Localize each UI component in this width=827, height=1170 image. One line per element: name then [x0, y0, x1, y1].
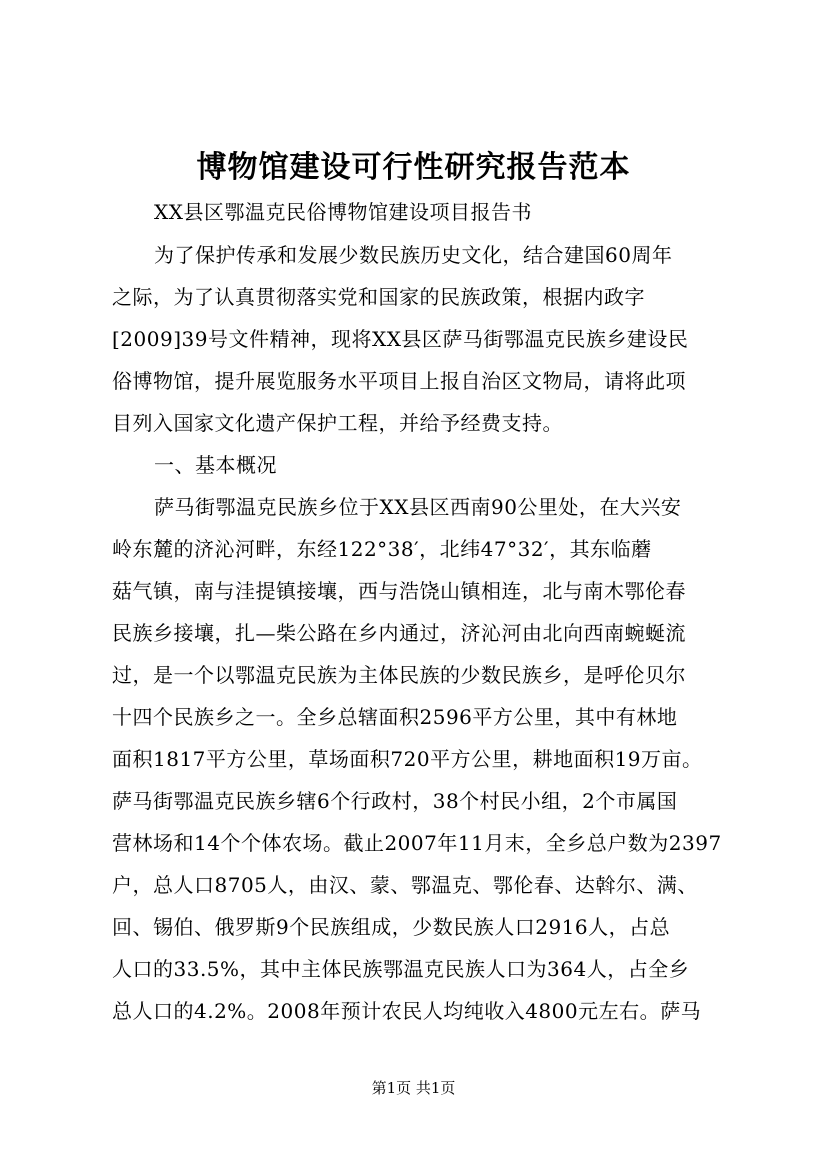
paragraph-line: 俗博物馆，提升展览服务水平项目上报自治区文物局，请将此项	[112, 369, 686, 393]
paragraph-line: [2009]39号文件精神，现将XX县区萨马街鄂温克民族乡建设民	[112, 327, 689, 351]
paragraph-line: 萨马街鄂温克民族乡辖6个行政村，38个村民小组，2个市属国	[112, 789, 678, 813]
paragraph-line: 总人口的4.2%。2008年预计农民人均纯收入4800元左右。萨马	[112, 999, 702, 1023]
report-subtitle: XX县区鄂温克民俗博物馆建设项目报告书	[154, 200, 532, 224]
paragraph-line: 萨马街鄂温克民族乡位于XX县区西南90公里处，在大兴安	[154, 495, 682, 519]
paragraph-line: 营林场和14个个体农场。截止2007年11月末，全乡总户数为2397	[112, 831, 722, 855]
paragraph-line: 户，总人口8705人，由汉、蒙、鄂温克、鄂伦春、达斡尔、满、	[112, 873, 698, 897]
page-number-footer: 第1页 共1页	[371, 1079, 456, 1097]
paragraph-line: 民族乡接壤，扎—柴公路在乡内通过，济沁河由北向西南蜿蜒流	[112, 621, 686, 645]
paragraph-line: 过，是一个以鄂温克民族为主体民族的少数民族乡，是呼伦贝尔	[112, 663, 686, 687]
document-title: 博物馆建设可行性研究报告范本	[196, 150, 631, 185]
paragraph-line: 回、锡伯、俄罗斯9个民族组成，少数民族人口2916人，占总	[112, 915, 671, 939]
paragraph-line: 人口的33.5%，其中主体民族鄂温克民族人口为364人，占全乡	[112, 957, 690, 981]
paragraph-line: 之际，为了认真贯彻落实党和国家的民族政策，根据内政字	[112, 285, 645, 309]
section-heading: 一、基本概况	[154, 453, 277, 477]
paragraph-line: 十四个民族乡之一。全乡总辖面积2596平方公里，其中有林地	[112, 705, 678, 729]
paragraph-line: 岭东麓的济沁河畔，东经122°38′，北纬47°32′，其东临蘑	[112, 537, 652, 561]
paragraph-line: 为了保护传承和发展少数民族历史文化，结合建国60周年	[154, 243, 673, 267]
paragraph-line: 面积1817平方公里，草场面积720平方公里，耕地面积19万亩。	[112, 747, 703, 771]
paragraph-line: 菇气镇，南与洼提镇接壤，西与浩饶山镇相连，北与南木鄂伦春	[112, 579, 686, 603]
paragraph-line: 目列入国家文化遗产保护工程，并给予经费支持。	[112, 411, 563, 435]
